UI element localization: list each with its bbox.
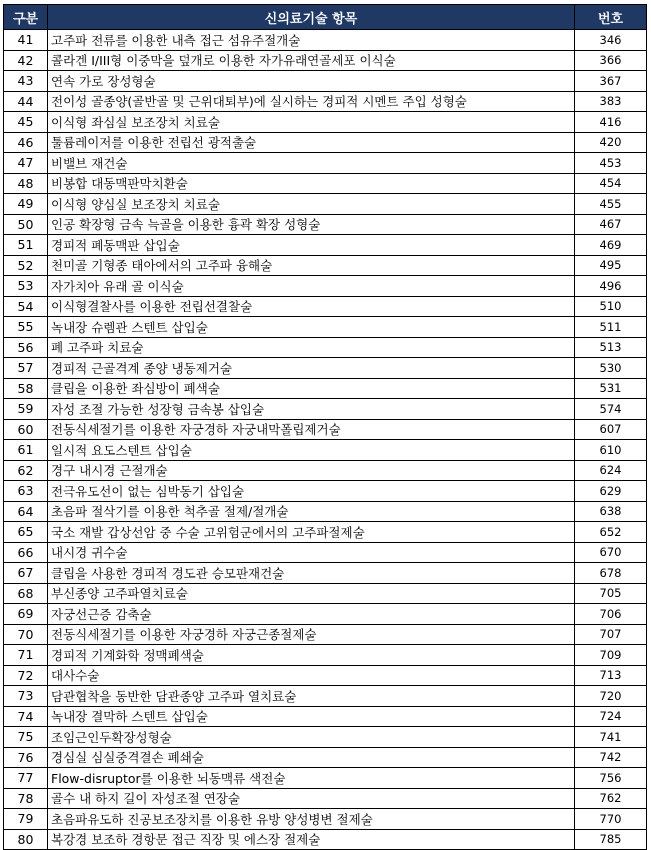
table-row	[4, 255, 647, 276]
row-technology-item: 폐 고주파 치료술	[48, 337, 575, 358]
row-number: 607	[575, 419, 647, 440]
row-category: 76	[4, 747, 48, 768]
row-technology-item: 담관협착을 동반한 담관종양 고주파 열치료술	[48, 686, 575, 707]
row-category: 42	[4, 50, 48, 71]
table-row	[4, 30, 647, 51]
table-row	[4, 624, 647, 645]
row-category: 69	[4, 604, 48, 625]
table-row	[4, 768, 647, 789]
row-number: 709	[575, 645, 647, 666]
table-row	[4, 235, 647, 256]
row-category: 60	[4, 419, 48, 440]
row-category: 74	[4, 706, 48, 727]
row-category: 57	[4, 358, 48, 379]
row-number: 706	[575, 604, 647, 625]
row-number: 420	[575, 132, 647, 153]
row-category: 66	[4, 542, 48, 563]
row-number: 652	[575, 522, 647, 543]
row-technology-item: 비밸브 재건술	[48, 153, 575, 174]
row-technology-item: 콜라겐 I/III형 이중막을 덮개로 이용한 자가유래연골세포 이식술	[48, 50, 575, 71]
table-row	[4, 337, 647, 358]
row-number: 531	[575, 378, 647, 399]
row-category: 58	[4, 378, 48, 399]
row-technology-item: 경피적 폐동맥판 삽입술	[48, 235, 575, 256]
row-number: 574	[575, 399, 647, 420]
row-technology-item: 천미골 기형종 태아에서의 고주파 융해술	[48, 255, 575, 276]
row-category: 73	[4, 686, 48, 707]
table-row	[4, 358, 647, 379]
row-number: 624	[575, 460, 647, 481]
row-technology-item: 클립을 사용한 경피적 경도관 승모판재건술	[48, 563, 575, 584]
row-category: 77	[4, 768, 48, 789]
row-technology-item: 전이성 골종양(골반골 및 근위대퇴부)에 실시하는 경피적 시멘트 주입 성형술	[48, 91, 575, 112]
row-number: 742	[575, 747, 647, 768]
row-technology-item: 이식형 양심실 보조장치 치료술	[48, 194, 575, 215]
row-technology-item: 국소 재발 갑상선암 중 수술 고위험군에서의 고주파절제술	[48, 522, 575, 543]
row-number: 346	[575, 30, 647, 51]
row-technology-item: 경구 내시경 근절개술	[48, 460, 575, 481]
row-technology-item: 자가치아 유래 골 이식술	[48, 276, 575, 297]
table-row	[4, 91, 647, 112]
row-category: 71	[4, 645, 48, 666]
row-technology-item: 전동식세절기를 이용한 자궁경하 자궁근종절제술	[48, 624, 575, 645]
row-category: 49	[4, 194, 48, 215]
table-row	[4, 173, 647, 194]
table-row	[4, 706, 647, 727]
row-number: 770	[575, 809, 647, 830]
row-category: 45	[4, 112, 48, 133]
row-number: 455	[575, 194, 647, 215]
table-row	[4, 296, 647, 317]
row-number: 724	[575, 706, 647, 727]
table-row	[4, 317, 647, 338]
table-row	[4, 522, 647, 543]
row-category: 78	[4, 788, 48, 809]
row-category: 59	[4, 399, 48, 420]
table-row	[4, 583, 647, 604]
row-number: 713	[575, 665, 647, 686]
row-technology-item: 경심실 심실중격결손 폐쇄술	[48, 747, 575, 768]
row-technology-item: 초음파 절삭기를 이용한 척추골 절제/절개술	[48, 501, 575, 522]
table-row	[4, 153, 647, 174]
row-number: 454	[575, 173, 647, 194]
row-number: 383	[575, 91, 647, 112]
row-number: 741	[575, 727, 647, 748]
row-category: 43	[4, 71, 48, 92]
row-technology-item: 자성 조절 가능한 성장형 금속봉 삽입술	[48, 399, 575, 420]
row-technology-item: 경피적 근골격계 종양 냉동제거술	[48, 358, 575, 379]
row-technology-item: 초음파유도하 진공보조장치를 이용한 유방 양성병변 절제술	[48, 809, 575, 830]
row-number: 610	[575, 440, 647, 461]
row-technology-item: 내시경 귀수술	[48, 542, 575, 563]
row-category: 80	[4, 829, 48, 850]
row-technology-item: 녹내장 결막하 스텐트 삽입술	[48, 706, 575, 727]
row-number: 366	[575, 50, 647, 71]
table-row	[4, 727, 647, 748]
row-number: 453	[575, 153, 647, 174]
row-category: 72	[4, 665, 48, 686]
row-number: 495	[575, 255, 647, 276]
row-number: 762	[575, 788, 647, 809]
row-category: 47	[4, 153, 48, 174]
row-number: 496	[575, 276, 647, 297]
header-technology-item: 신의료기술 항목	[48, 5, 575, 30]
row-number: 416	[575, 112, 647, 133]
row-category: 48	[4, 173, 48, 194]
table-row	[4, 378, 647, 399]
row-category: 52	[4, 255, 48, 276]
row-technology-item: 전동식세절기를 이용한 자궁경하 자궁내막폴립제거술	[48, 419, 575, 440]
row-category: 64	[4, 501, 48, 522]
table-row	[4, 501, 647, 522]
row-number: 511	[575, 317, 647, 338]
row-category: 54	[4, 296, 48, 317]
header-row	[4, 5, 647, 30]
table-row	[4, 399, 647, 420]
row-category: 53	[4, 276, 48, 297]
row-number: 513	[575, 337, 647, 358]
row-number: 469	[575, 235, 647, 256]
row-number: 367	[575, 71, 647, 92]
header-number: 번호	[575, 5, 647, 30]
table-row	[4, 71, 647, 92]
row-technology-item: 자궁선근증 감축술	[48, 604, 575, 625]
table-row	[4, 194, 647, 215]
row-number: 707	[575, 624, 647, 645]
row-technology-item: 툴륨레이저를 이용한 전립선 광적출술	[48, 132, 575, 153]
row-number: 678	[575, 563, 647, 584]
row-category: 56	[4, 337, 48, 358]
table-row	[4, 214, 647, 235]
row-number: 756	[575, 768, 647, 789]
row-category: 65	[4, 522, 48, 543]
row-number: 638	[575, 501, 647, 522]
row-technology-item: 고주파 전류를 이용한 내측 접근 섬유주절개술	[48, 30, 575, 51]
row-number: 467	[575, 214, 647, 235]
row-number: 629	[575, 481, 647, 502]
row-category: 75	[4, 727, 48, 748]
row-category: 51	[4, 235, 48, 256]
new-medical-tech-table	[3, 4, 647, 850]
table-row	[4, 132, 647, 153]
table-row	[4, 440, 647, 461]
row-technology-item: 인공 확장형 금속 늑골을 이용한 흉곽 확장 성형술	[48, 214, 575, 235]
row-technology-item: 클립을 이용한 좌심방이 폐색술	[48, 378, 575, 399]
row-category: 63	[4, 481, 48, 502]
table-row	[4, 604, 647, 625]
header-category: 구분	[4, 5, 48, 30]
row-category: 79	[4, 809, 48, 830]
row-number: 720	[575, 686, 647, 707]
table-row	[4, 112, 647, 133]
row-technology-item: 경피적 기계화학 정맥폐색술	[48, 645, 575, 666]
row-category: 62	[4, 460, 48, 481]
row-number: 530	[575, 358, 647, 379]
row-technology-item: 일시적 요도스텐트 삽입술	[48, 440, 575, 461]
row-category: 50	[4, 214, 48, 235]
row-technology-item: 부신종양 고주파열치료술	[48, 583, 575, 604]
table-row	[4, 829, 647, 850]
row-number: 785	[575, 829, 647, 850]
row-category: 55	[4, 317, 48, 338]
table-row	[4, 460, 647, 481]
table-row	[4, 747, 647, 768]
row-technology-item: 대사수술	[48, 665, 575, 686]
row-technology-item: 녹내장 슈렘관 스텐트 삽입술	[48, 317, 575, 338]
row-number: 705	[575, 583, 647, 604]
row-category: 67	[4, 563, 48, 584]
table-row	[4, 686, 647, 707]
row-technology-item: 전극유도선이 없는 심박동기 삽입술	[48, 481, 575, 502]
table-row	[4, 481, 647, 502]
table-row	[4, 788, 647, 809]
table-row	[4, 542, 647, 563]
row-category: 61	[4, 440, 48, 461]
row-technology-item: Flow-disruptor를 이용한 뇌동맥류 색전술	[48, 768, 575, 789]
row-category: 44	[4, 91, 48, 112]
table-row	[4, 645, 647, 666]
row-technology-item: 연속 가로 장성형술	[48, 71, 575, 92]
row-technology-item: 골수 내 하지 길이 자성조절 연장술	[48, 788, 575, 809]
row-number: 510	[575, 296, 647, 317]
row-technology-item: 비봉합 대동맥판막치환술	[48, 173, 575, 194]
table-row	[4, 809, 647, 830]
row-category: 41	[4, 30, 48, 51]
row-technology-item: 이식형결찰사를 이용한 전립선결찰술	[48, 296, 575, 317]
row-technology-item: 복강경 보조하 경항문 접근 직장 및 에스장 절제술	[48, 829, 575, 850]
row-technology-item: 조임근인두확장성형술	[48, 727, 575, 748]
row-category: 46	[4, 132, 48, 153]
table-row	[4, 563, 647, 584]
table-row	[4, 665, 647, 686]
row-category: 68	[4, 583, 48, 604]
row-number: 670	[575, 542, 647, 563]
row-category: 70	[4, 624, 48, 645]
table-row	[4, 50, 647, 71]
row-technology-item: 이식형 좌심실 보조장치 치료술	[48, 112, 575, 133]
table-row	[4, 419, 647, 440]
table-row	[4, 276, 647, 297]
